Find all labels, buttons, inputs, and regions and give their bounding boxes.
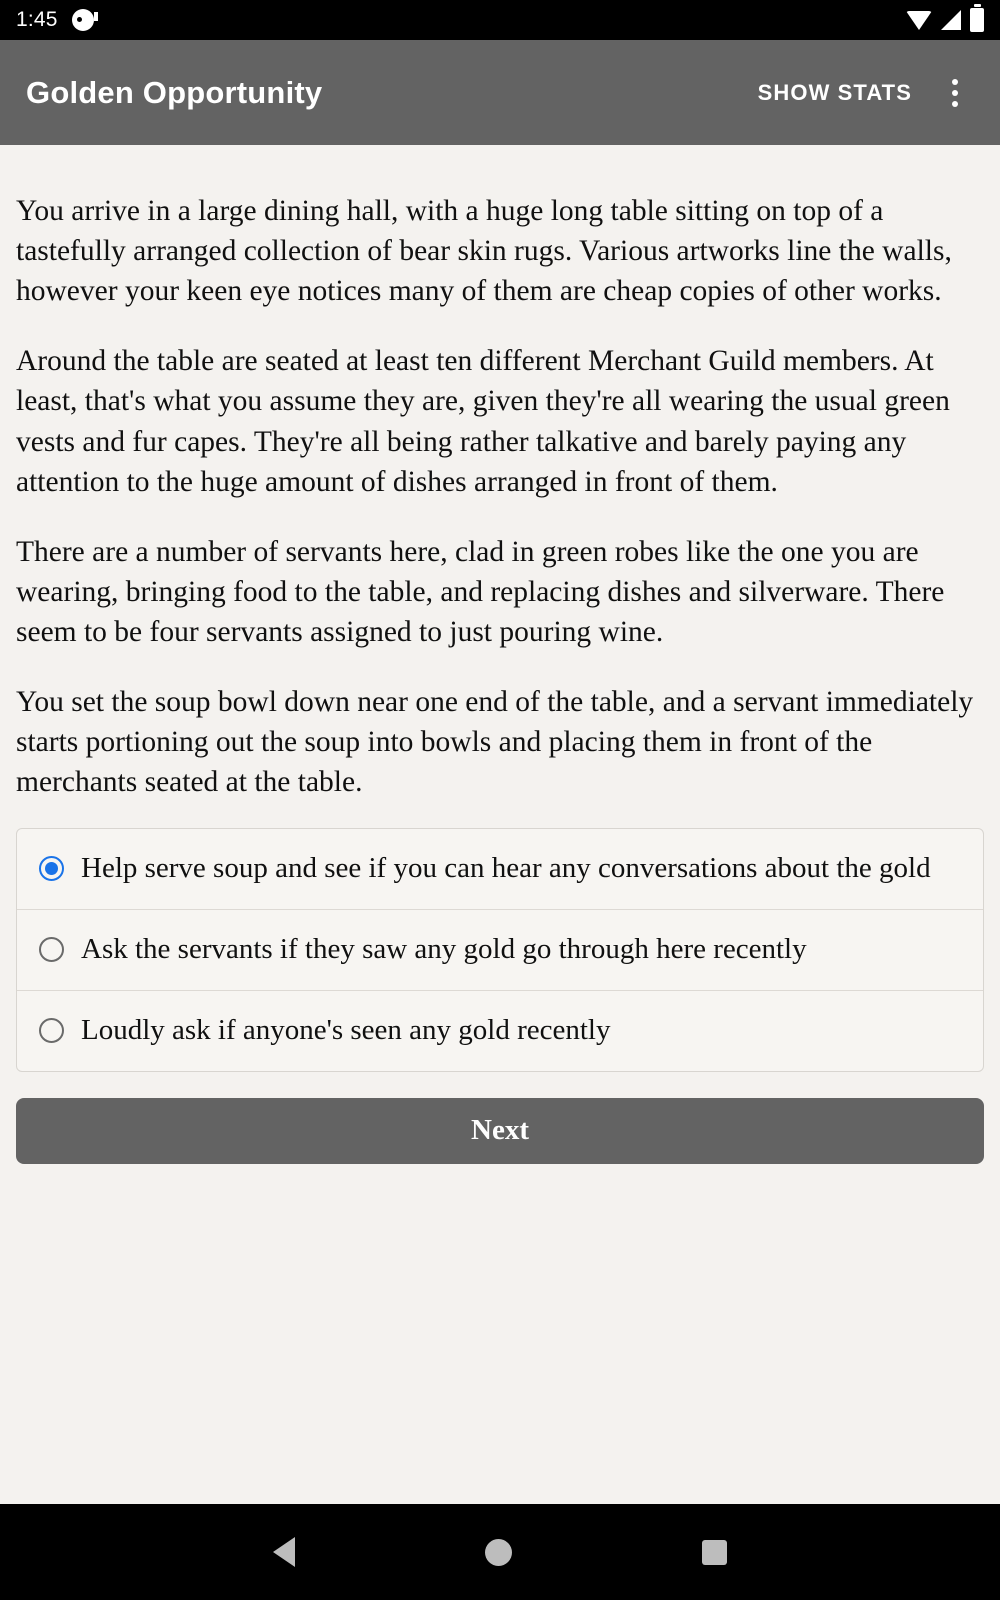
next-button-label: Next bbox=[471, 1114, 529, 1147]
story-text bbox=[16, 191, 984, 802]
wifi-icon bbox=[906, 11, 932, 30]
choice-label: Help serve soup and see if you can hear any conversations about the gold bbox=[81, 852, 931, 885]
choice-list bbox=[16, 828, 984, 1071]
story-paragraph: Around the table are seated at least ten different Merchant Guild members. At least, that's what you assume they are, given they're all wearing the usual green vests and fur capes. They're all being rather talkative and barely paying any attention to the huge amount of dishes arranged in front of them. bbox=[16, 345, 950, 498]
app-bar bbox=[0, 40, 1000, 145]
next-button[interactable] bbox=[16, 1098, 984, 1164]
recents-square-icon[interactable] bbox=[702, 1540, 727, 1565]
more-vert-icon[interactable] bbox=[932, 67, 978, 119]
battery-icon bbox=[970, 8, 984, 32]
radio-icon[interactable] bbox=[39, 856, 64, 881]
status-notification-icons bbox=[72, 9, 94, 31]
story-paragraph: You arrive in a large dining hall, with a huge long table sitting on top of a tastefully arranged collection of bear skin rugs. Various artworks line the walls, however your keen eye notices many of them are cheap copies of other works. bbox=[16, 195, 952, 308]
radio-icon[interactable] bbox=[39, 937, 64, 962]
status-bar bbox=[0, 0, 1000, 40]
radio-icon[interactable] bbox=[39, 1018, 64, 1043]
page-title: Golden Opportunity bbox=[26, 74, 323, 110]
back-triangle-icon[interactable] bbox=[273, 1537, 295, 1567]
story-content bbox=[0, 145, 1000, 1504]
choice-label: Loudly ask if anyone's seen any gold recently bbox=[81, 1013, 611, 1046]
status-time: 1:45 bbox=[16, 8, 58, 31]
story-paragraph: You set the soup bowl down near one end of the table, and a servant immediately starts portioning out the soup into bowls and placing them in front of the merchants seated at the table. bbox=[16, 686, 974, 799]
choice-option-3[interactable] bbox=[17, 991, 983, 1071]
show-stats-button[interactable]: SHOW STATS bbox=[757, 79, 912, 105]
system-nav-bar bbox=[0, 1504, 1000, 1600]
home-circle-icon[interactable] bbox=[485, 1539, 512, 1566]
choice-option-2[interactable] bbox=[17, 910, 983, 991]
choice-option-1[interactable] bbox=[17, 829, 983, 910]
choice-label: Ask the servants if they saw any gold go through here recently bbox=[81, 933, 807, 966]
story-paragraph: There are a number of servants here, clad in green robes like the one you are wearing, bringing food to the table, and replacing dishes and silverware. There seem to be four servants assigned to just pouring wine. bbox=[16, 535, 945, 648]
message-icon bbox=[72, 9, 94, 31]
status-system-icons bbox=[906, 8, 984, 32]
cellular-signal-icon bbox=[941, 10, 961, 30]
